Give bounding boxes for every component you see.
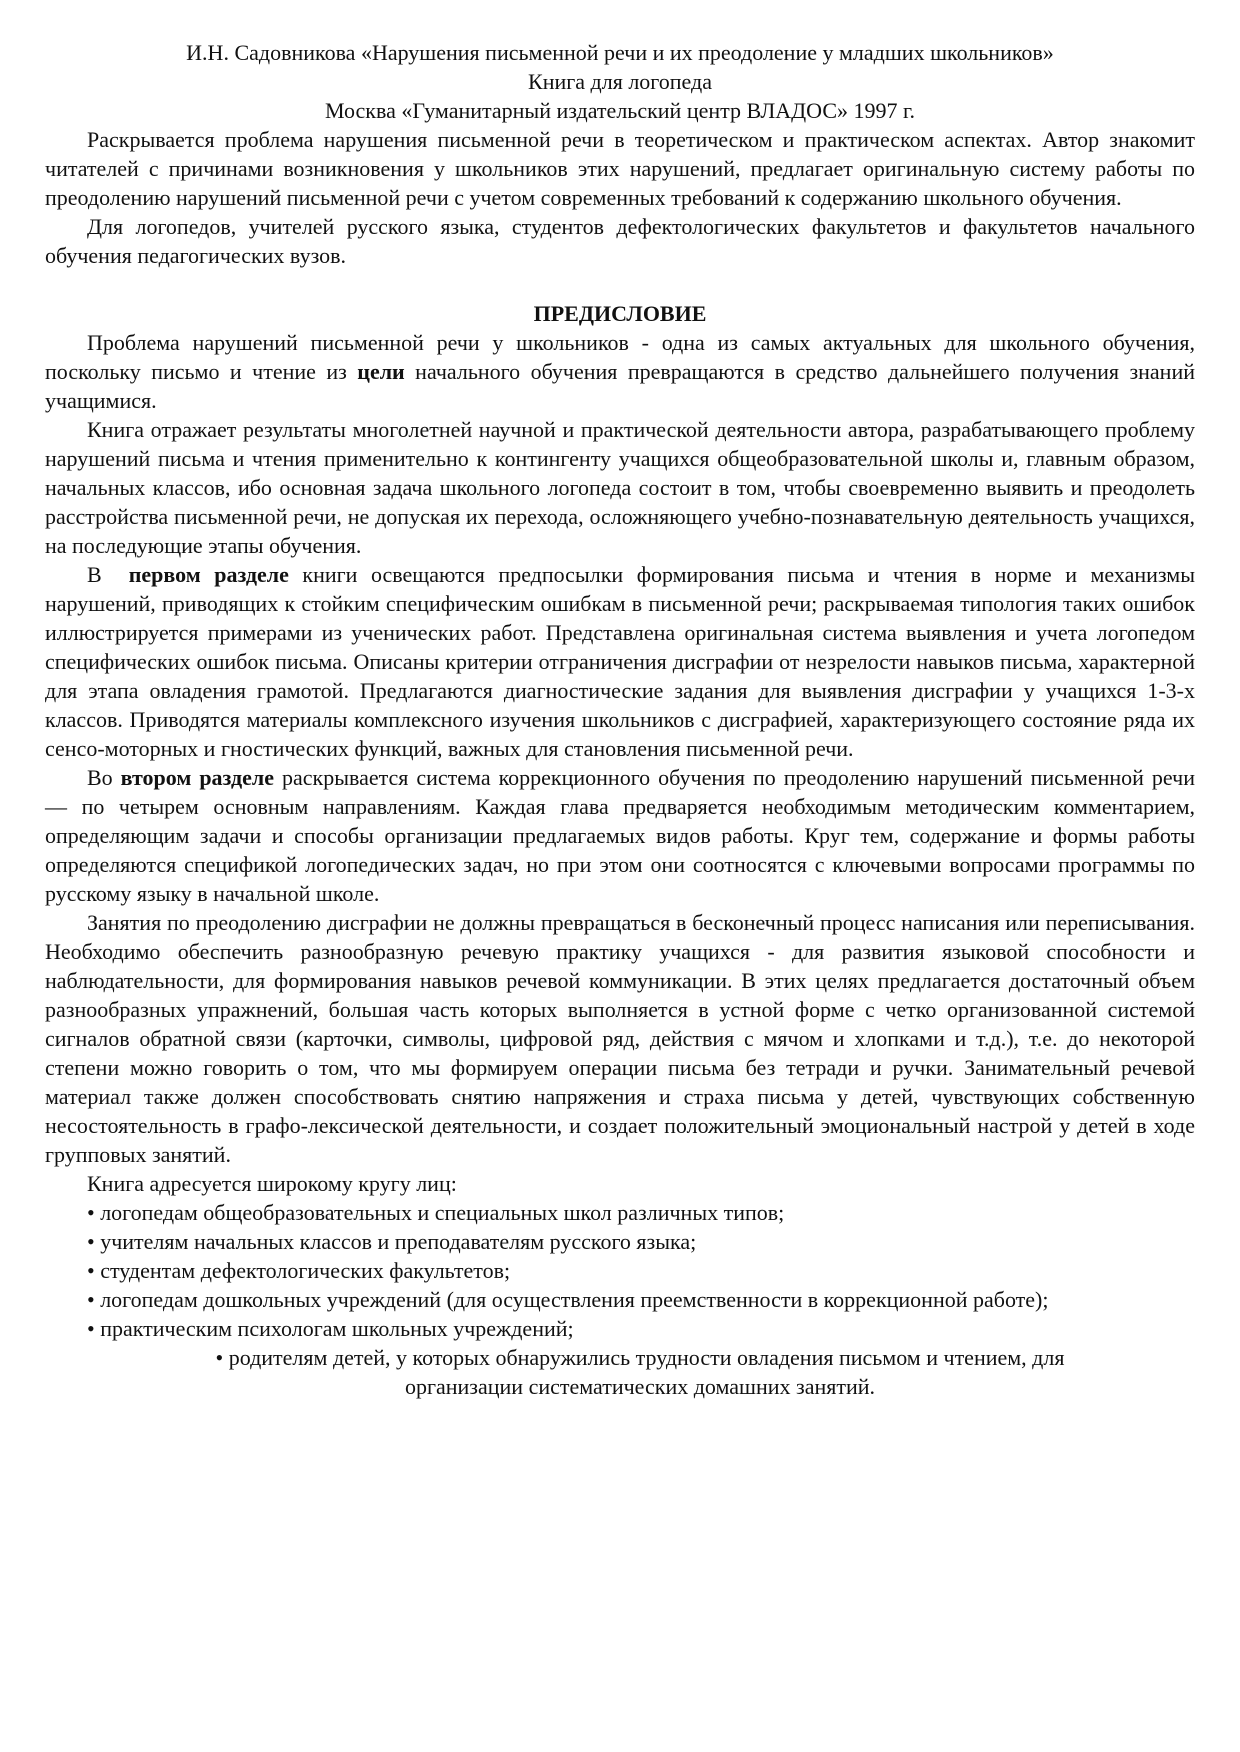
preface-title: ПРЕДИСЛОВИЕ — [533, 301, 707, 326]
audience-item: • практическим психологам школьных учреждений; — [87, 1316, 574, 1341]
audience-list — [45, 1198, 1195, 1343]
preface-p3-text: В — [87, 562, 129, 587]
audience-intro: Книга адресуется широкому кругу лиц: — [87, 1171, 457, 1196]
preface-p4-text: Во — [87, 765, 121, 790]
section-spacer — [45, 270, 1195, 299]
preface-p1-text: Проблема нарушений письменной речи у школьников - одна из самых актуальных для школьного обучения, поскольку письмо и чтение из — [45, 330, 1195, 384]
preface-paragraph-2: Книга отражает результаты многолетней научной и практической деятельности автора, разрабатывающего проблему нарушений письма и чтения применительно к контингенту учащихся общеобразовательной школы и, главным образом, начальных классов, ибо основная задача школьного логопеда состоит в том, чтобы своевременно выявить и преодолеть расстройства письменной речи, не допуская их перехода, осложняющего учебно-познавательную деятельность учащихся, на последующие этапы обучения. — [45, 417, 1195, 558]
annotation-paragraph-2: Для логопедов, учителей русского языка, студентов дефектологических факультетов и факультетов начального обучения педагогических вузов. — [45, 214, 1195, 268]
audience-item: • учителям начальных классов и преподавателям русского языка; — [87, 1229, 697, 1254]
preface-p4-bold: втором разделе — [120, 765, 274, 790]
audience-item: • логопедам дошкольных учреждений (для осуществления преемственности в коррекционной работе); — [87, 1287, 1049, 1312]
annotation-paragraph-1: Раскрывается проблема нарушения письменной речи в теоретическом и практическом аспектах. Автор знакомит читателей с причинами возникновения у школьников этих нарушений, предлагает оригинальную систему работы по преодолению нарушений письменной речи с учетом современных требований к содержанию школьного обучения. — [45, 127, 1195, 210]
audience-item-parents-line-2: организации систематических домашних занятий. — [404, 1374, 876, 1399]
preface-p3-bold: первом разделе — [128, 562, 289, 587]
audience-item: • логопедам общеобразовательных и специальных школ различных типов; — [87, 1200, 785, 1225]
book-citation: И.Н. Садовникова «Нарушения письменной речи и их преодоление у младших школьников» — [186, 40, 1054, 65]
book-header — [45, 38, 1195, 125]
preface-p1-text-end: начального обучения превращаются в средство дальнейшего получения знаний учащимися. — [45, 359, 1196, 413]
preface-p3-text-end: книги освещаются предпосылки формирования письма и чтения в норме и механизмы нарушений, приводящих к стойким специфическим ошибкам в письменной речи; раскрываемая типология таких ошибок иллюстрируется примерами из ученических работ. Представлена оригинальная система выявления и учета логопедом специфических ошибок письма. Описаны критерии отграничения дисграфии от незрелости навыков письма, характерной для этапа овладения грамотой. Предлагаются диагностические задания для выявления дисграфии у учащихся 1-3-х классов. Приводятся материалы комплексного изучения школьников с дисграфией, характеризующего состояние ряда их сенсо-моторных и гностических функций, важных для становления письменной речи. — [45, 562, 1195, 761]
preface-paragraph-3 — [45, 560, 1195, 763]
preface-paragraph-1 — [45, 328, 1195, 415]
book-subtitle: Книга для логопеда — [528, 69, 712, 94]
audience-item: • студентам дефектологических факультетов; — [87, 1258, 511, 1283]
book-publisher: Москва «Гуманитарный издательский центр ВЛАДОС» 1997 г. — [324, 98, 916, 123]
preface-paragraph-4 — [45, 763, 1195, 908]
preface-p4-text-end: раскрывается система коррекционного обучения по преодолению нарушений письменной речи — по четырем основным направлениям. Каждая глава предваряется необходимым методическим комментарием, определяющим задачи и способы организации предлагаемых видов работы. Круг тем, содержание и формы работы определяются спецификой логопедических задач, но при этом они соотносятся с ключевыми вопросами программы по русскому языку в начальной школе. — [45, 765, 1195, 906]
preface-p1-bold: цели — [357, 359, 405, 384]
preface-paragraph-5: Занятия по преодолению дисграфии не должны превращаться в бесконечный процесс написания или переписывания. Необходимо обеспечить разнообразную речевую практику учащихся - для развития языковой способности и наблюдательности, для формирования навыков речевой коммуникации. В этих целях предлагается достаточный объем разнообразных упражнений, большая часть которых выполняется в устной форме с четко организованной системой сигналов обратной связи (карточки, символы, цифровой ряд, действия с мячом и хлопками и т.д.), т.е. до некоторой степени можно говорить о том, что мы формируем операции письма без тетради и ручки. Занимательный речевой материал также должен способствовать снятию напряжения и страха письма у детей, чувствующих собственную несостоятельность в графо-лексической деятельности, и создает положительный эмоциональный настрой у детей в ходе групповых занятий. — [45, 910, 1195, 1167]
audience-item-parents-line-1: • родителям детей, у которых обнаружились трудности овладения письмом и чтением, для — [215, 1345, 1065, 1370]
document-page — [45, 38, 1195, 1401]
